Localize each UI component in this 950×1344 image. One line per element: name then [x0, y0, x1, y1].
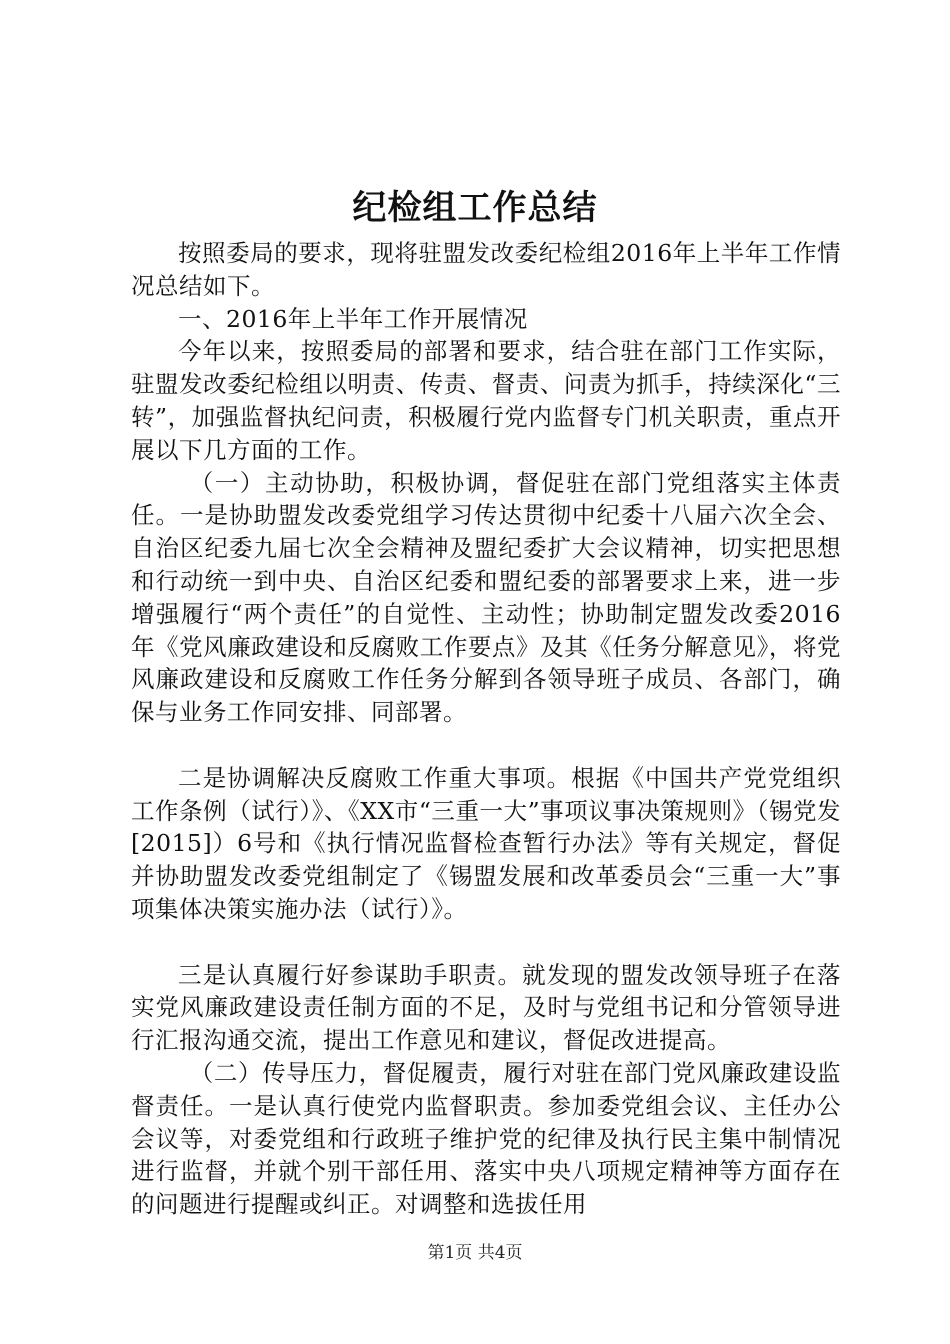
paragraph-subsection-1: （一）主动协助，积极协调，督促驻在部门党组落实主体责任。一是协助盟发改委党组学习传达贯彻中纪委十八届六次全会、自治区纪委九届七次全会精神及盟纪委扩大会议精神，切实把思想和行动统一到中央、自治区纪委和盟纪委的部署要求上来，进一步增强履行“两个责任”的自觉性、主动性；协助制定盟发改委2016年《党风廉政建设和反腐败工作要点》及其《任务分解意见》，将党风廉政建设和反腐败工作任务分解到各领导班子成员、各部门，确保与业务工作同安排、同部署。	[131, 468, 841, 727]
paragraph-intro: 按照委局的要求，现将驻盟发改委纪检组2016年上半年工作情况总结如下。	[131, 239, 841, 300]
document-body	[131, 237, 841, 1221]
page-number-footer: 第1页 共4页	[427, 1243, 523, 1263]
section-heading-1: 一、2016年上半年工作开展情况	[178, 304, 528, 333]
paragraph-item-3: 三是认真履行好参谋助手职责。就发现的盟发改领导班子在落实党风廉政建设责任制方面的不足，及时与党组书记和分管领导进行汇报沟通交流，提出工作意见和建议，督促改进提高。	[131, 960, 841, 1055]
paragraph-item-2: 二是协调解决反腐败工作重大事项。根据《中国共产党党组织工作条例（试行）》、《XX市“三重一大”事项议事决策规则》（锡党发[2015]）6号和《执行情况监督检查暂行办法》等有关规定，督促并协助盟发改委党组制定了《锡盟发展和改革委员会“三重一大”事项集体决策实施办法（试行）》。	[131, 763, 841, 923]
document-title: 纪检组工作总结	[352, 188, 598, 228]
paragraph-overview: 今年以来，按照委局的部署和要求，结合驻在部门工作实际，驻盟发改委纪检组以明责、传责、督责、问责为抓手，持续深化“三转”，加强监督执纪问责，积极履行党内监督专门机关职责，重点开展以下几方面的工作。	[131, 337, 841, 464]
paragraph-subsection-2: （二）传导压力，督促履责，履行对驻在部门党风廉政建设监督责任。一是认真行使党内监督职责。参加委党组会议、主任办公会议等，对委党组和行政班子维护党的纪律及执行民主集中制情况进行监督，并就个别干部任用、落实中央八项规定精神等方面存在的问题进行提醒或纠正。对调整和选拔任用	[131, 1058, 841, 1219]
